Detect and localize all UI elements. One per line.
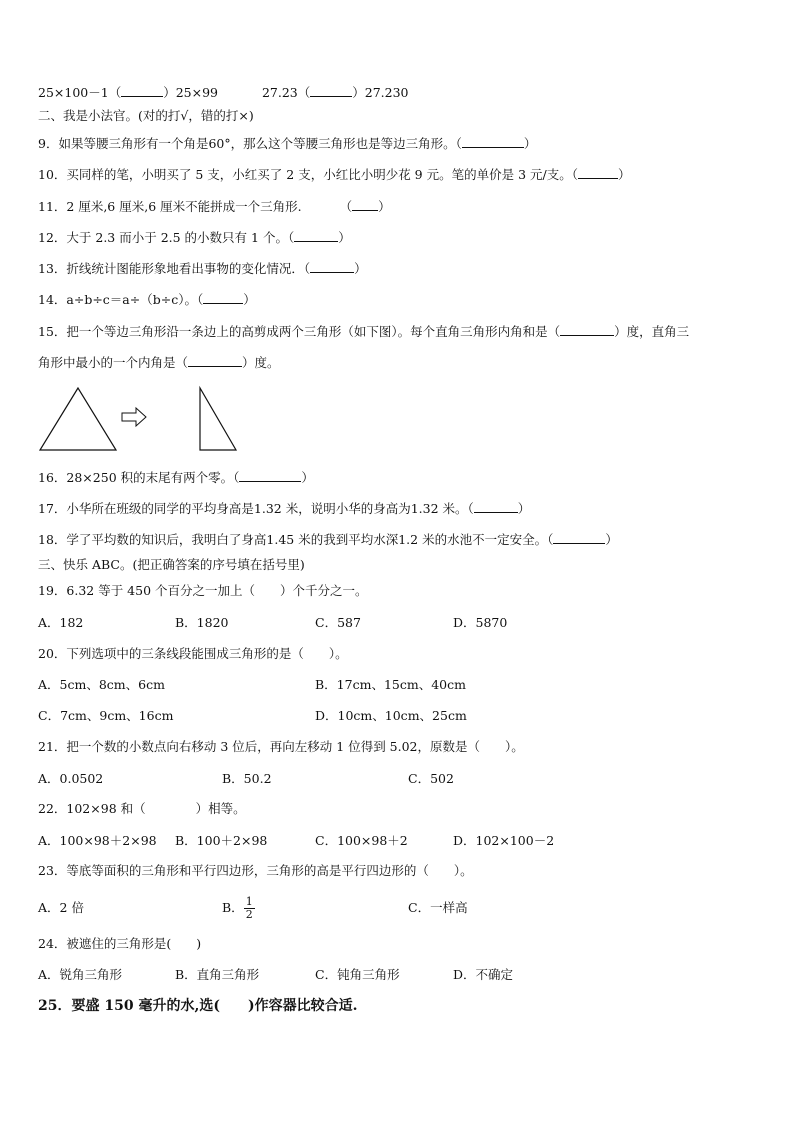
section-heading-2: 二、我是小法官。(对的打√，错的打×): [38, 108, 254, 123]
answer-blank[interactable]: [310, 84, 352, 97]
option-label: B．: [222, 900, 244, 915]
answer-blank[interactable]: [121, 84, 163, 97]
fraction-denominator: 2: [245, 908, 253, 921]
answer-blank[interactable]: [203, 291, 243, 304]
question-22: 22．102×98 和（ ）相等。: [38, 801, 246, 816]
option-d[interactable]: D．不确定: [453, 967, 514, 982]
option-c[interactable]: C．钝角三角形: [315, 967, 400, 982]
option-a[interactable]: A．100×98＋2×98: [38, 833, 157, 848]
right-triangle: [200, 388, 236, 450]
paren-close: ）: [243, 292, 256, 307]
option-d[interactable]: D．102×100－2: [453, 833, 555, 848]
question-text: 15．把一个等边三角形沿一条边上的高剪成两个三角形（如下图）。每个直角三角形内角和是（: [38, 324, 561, 339]
option-a[interactable]: A．5cm、8cm、6cm: [38, 677, 165, 692]
fraction-numerator: 1: [245, 895, 253, 908]
paren-close: ）: [523, 136, 537, 151]
question-10: [38, 166, 630, 183]
question-text: 13．折线统计图能形象地看出事物的变化情况．（: [38, 261, 311, 276]
question-text: 角形中最小的一个内角是（: [38, 355, 189, 370]
option-c[interactable]: C．7cm、9cm、16cm: [38, 708, 174, 723]
question-15-line1: [38, 323, 689, 340]
option-b[interactable]: B．50.2: [222, 771, 272, 786]
question-text: 14．a÷b÷c＝a÷（b÷c）。（: [38, 292, 204, 307]
option-b[interactable]: B．17cm、15cm、40cm: [315, 677, 466, 692]
option-c[interactable]: C．100×98＋2: [315, 833, 408, 848]
question-21: 21．把一个数的小数点向右移动 3 位后，再向左移动 1 位得到 5.02，原数是（ ）。: [38, 739, 524, 754]
option-d[interactable]: D．5870: [453, 615, 508, 630]
option-c[interactable]: C．一样高: [408, 900, 468, 915]
paren-close: ）: [378, 199, 391, 214]
answer-blank[interactable]: [553, 531, 605, 544]
option-a[interactable]: A．锐角三角形: [38, 967, 123, 982]
question-12: [38, 229, 351, 246]
option-b[interactable]: B．1820: [175, 615, 229, 630]
answer-blank[interactable]: [294, 229, 338, 242]
paren-open: （: [339, 199, 353, 214]
paren-close: ）: [617, 167, 631, 182]
question-9: [38, 135, 536, 152]
compare-b-right: ）27.230: [352, 85, 409, 100]
fraction: [244, 896, 255, 921]
question-text: 10．买同样的笔，小明买了 5 支，小红买了 2 支，小红比小明少花 9 元。笔的单价是 3 元/支。（: [38, 167, 578, 182]
option-c[interactable]: C．587: [315, 615, 361, 630]
compare-b-left: 27.23（: [261, 85, 311, 100]
option-a[interactable]: A．182: [38, 615, 84, 630]
option-a[interactable]: A．0.0502: [38, 771, 104, 786]
question-text: ）度。: [242, 355, 280, 370]
compare-row: [38, 84, 409, 101]
question-14: [38, 291, 256, 308]
question-text: 17．小华所在班级的同学的平均身高是1.32 米，说明小华的身高为1.32 米。（: [38, 501, 474, 516]
question-16: [38, 469, 314, 486]
answer-blank[interactable]: [239, 469, 301, 482]
question-11: [38, 198, 391, 215]
question-text: 9．如果等腰三角形有一个角是60°，那么这个等腰三角形也是等边三角形。（: [38, 136, 462, 151]
question-18: [38, 531, 618, 548]
question-text: 18．学了平均数的知识后，我明白了身高1.45 米的我到平均水深1.2 米的水池不一定安全。（: [38, 532, 554, 547]
option-c[interactable]: C．502: [408, 771, 454, 786]
answer-blank[interactable]: [578, 166, 618, 179]
answer-blank[interactable]: [310, 260, 354, 273]
question-15-line2: [38, 354, 280, 371]
paren-close: ）: [354, 261, 367, 276]
question-25: 25．要盛 150 毫升的水,选( )作容器比较合适.: [38, 998, 358, 1014]
option-b[interactable]: [222, 891, 255, 925]
question-17: [38, 500, 530, 517]
paren-close: ）: [338, 230, 351, 245]
compare-a-right: ）25×99: [163, 85, 218, 100]
triangle-figure: [36, 384, 246, 454]
option-a[interactable]: A．2 倍: [38, 900, 84, 915]
answer-blank[interactable]: [188, 354, 242, 367]
equilateral-triangle: [40, 388, 116, 450]
answer-blank[interactable]: [560, 323, 614, 336]
question-text: ）度，直角三: [614, 324, 690, 339]
question-text: 16．28×250 积的末尾有两个零。（: [38, 470, 240, 485]
answer-blank[interactable]: [352, 198, 378, 211]
paren-close: ）: [517, 501, 531, 516]
answer-blank[interactable]: [462, 135, 524, 148]
option-d[interactable]: D．10cm、10cm、25cm: [315, 708, 467, 723]
question-text: 12．大于 2.3 而小于 2.5 的小数只有 1 个。（: [38, 230, 295, 245]
paren-close: ）: [605, 532, 618, 547]
answer-blank[interactable]: [474, 500, 518, 513]
paren-close: ）: [301, 470, 314, 485]
question-23: 23．等底等面积的三角形和平行四边形，三角形的高是平行四边形的（ ）。: [38, 863, 473, 878]
question-13: [38, 260, 367, 277]
compare-a-left: 25×100－1（: [38, 85, 122, 100]
section-heading-3: 三、快乐 ABC。(把正确答案的序号填在括号里): [38, 557, 305, 572]
right-arrow-icon: [122, 408, 146, 426]
question-text: 11．2 厘米,6 厘米,6 厘米不能拼成一个三角形.: [38, 199, 302, 214]
option-b[interactable]: B．直角三角形: [175, 967, 260, 982]
option-b[interactable]: B．100＋2×98: [175, 833, 268, 848]
question-20: 20．下列选项中的三条线段能围成三角形的是（ ）。: [38, 646, 348, 661]
question-24: 24．被遮住的三角形是( ): [38, 936, 202, 951]
question-19: 19．6.32 等于 450 个百分之一加上（ ）个千分之一。: [38, 583, 368, 598]
